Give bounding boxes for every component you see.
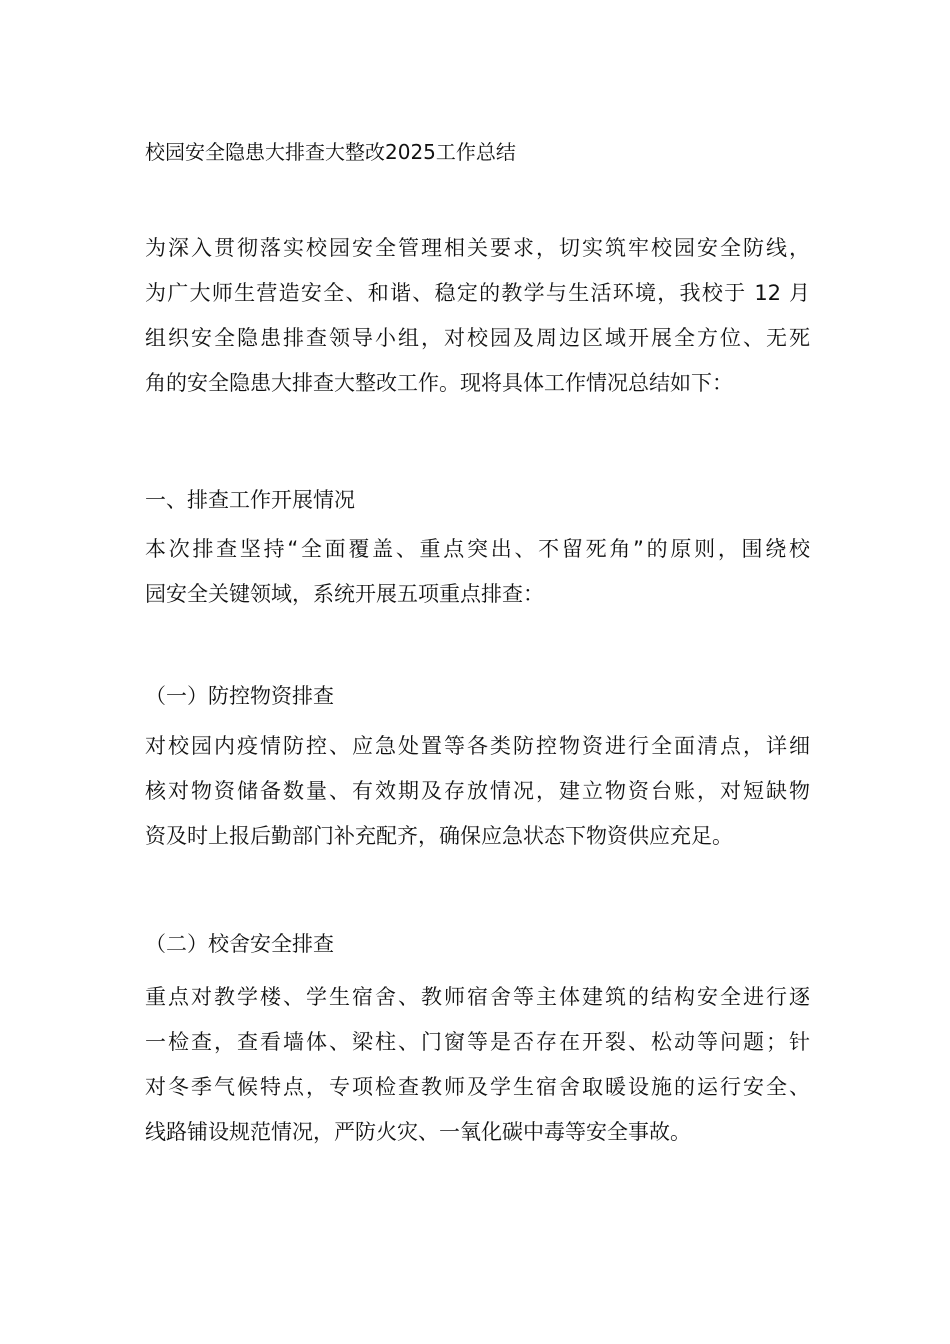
- intro-paragraph: [145, 226, 810, 406]
- subsection-heading: （一）防控物资排查: [145, 684, 334, 708]
- paragraph-line: 资及时上报后勤部门补充配齐，确保应急状态下物资供应充足。: [145, 824, 733, 848]
- paragraph-line: 重点对教学楼、学生宿舍、教师宿舍等主体建筑的结构安全进行逐: [145, 985, 810, 1009]
- paragraph-line: 对校园内疫情防控、应急处置等各类防控物资进行全面清点，详细: [145, 734, 810, 758]
- paragraph-line: 对冬季气候特点，专项检查教师及学生宿舍取暖设施的运行安全、: [145, 1075, 810, 1099]
- paragraph-line: 为深入贯彻落实校园安全管理相关要求，切实筑牢校园安全防线，: [145, 236, 810, 260]
- subsection-heading: （二）校舍安全排查: [145, 932, 334, 956]
- subsection-paragraph: [145, 975, 810, 1155]
- paragraph-line: 线路铺设规范情况，严防火灾、一氧化碳中毒等安全事故。: [145, 1120, 691, 1144]
- paragraph-line: 本次排查坚持“全面覆盖、重点突出、不留死角”的原则，围绕校: [145, 537, 810, 561]
- document-title: 校园安全隐患大排查大整改2025工作总结: [145, 140, 516, 164]
- paragraph-line: 为广大师生营造安全、和谐、稳定的教学与生活环境，我校于 12 月: [145, 281, 810, 305]
- paragraph-line: 角的安全隐患大排查大整改工作。现将具体工作情况总结如下：: [145, 371, 733, 395]
- paragraph-line: 一检查，查看墙体、梁柱、门窗等是否存在开裂、松动等问题；针: [145, 1030, 810, 1054]
- paragraph-line: 园安全关键领域，系统开展五项重点排查：: [145, 582, 544, 606]
- section-heading: 一、排查工作开展情况: [145, 488, 355, 512]
- subsection-paragraph: [145, 724, 810, 859]
- paragraph-line: 组织安全隐患排查领导小组，对校园及周边区域开展全方位、无死: [145, 326, 810, 350]
- paragraph-line: 核对物资储备数量、有效期及存放情况，建立物资台账，对短缺物: [145, 779, 810, 803]
- section-paragraph: [145, 527, 810, 617]
